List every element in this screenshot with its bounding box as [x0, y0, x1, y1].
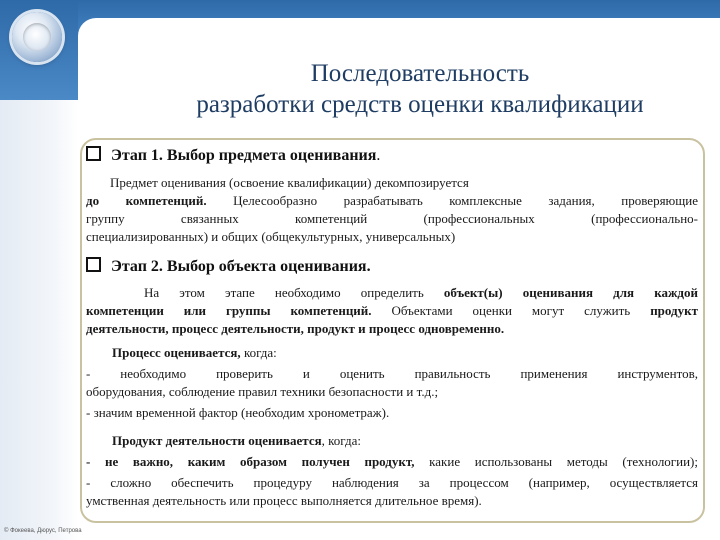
orb-logo-icon: [12, 12, 62, 62]
slide-title: [120, 58, 720, 120]
stage-1-paragraph: Предмет оценивания (освоение квалификации) декомпозируется до компетенций. Целесообразно разрабатывать комплексные задания, проверяющие группу связанных компетенций (профессиональных (профессионально- специализированных) и общих (общекультурных, универсальных): [86, 175, 698, 244]
title-line-2: разработки средств оценки квалификации: [196, 91, 644, 118]
checkbox-bullet-icon: [86, 146, 101, 161]
header-white-tab: [78, 18, 720, 52]
checkbox-bullet-icon: [86, 257, 101, 272]
stage-2-paragraph: На этом этапе необходимо определить объект(ы) оценивания для каждой компетенции или группы компетенций. Объектами оценки могут служить продукт деятельности, процесс деятельности, продукт и процесс одновременно.: [86, 285, 698, 336]
title-line-1: Последовательность: [310, 60, 530, 87]
process-conditions: Процесс оценивается, когда: - необходимо проверить и оценить правильность применения инструментов, оборудования, соблюдение правил техники безопасности и т.д.; - значим временной фактор (необходим хронометраж).: [86, 345, 698, 420]
copyright-text: © Фокеева, Дюрус, Петрова: [4, 528, 82, 534]
stage-1-heading: Этап 1. Выбор предмета оценивания.: [86, 146, 380, 165]
stage-2-heading: Этап 2. Выбор объекта оценивания.: [86, 257, 371, 276]
product-conditions: Продукт деятельности оценивается, когда: - не важно, каким образом получен продукт, какие использованы методы (технологии); - сложно обеспечить процедуру наблюдения за процессом (например, осуществляется умственная деятельность или процесс выполняется длительное время).: [86, 433, 698, 508]
